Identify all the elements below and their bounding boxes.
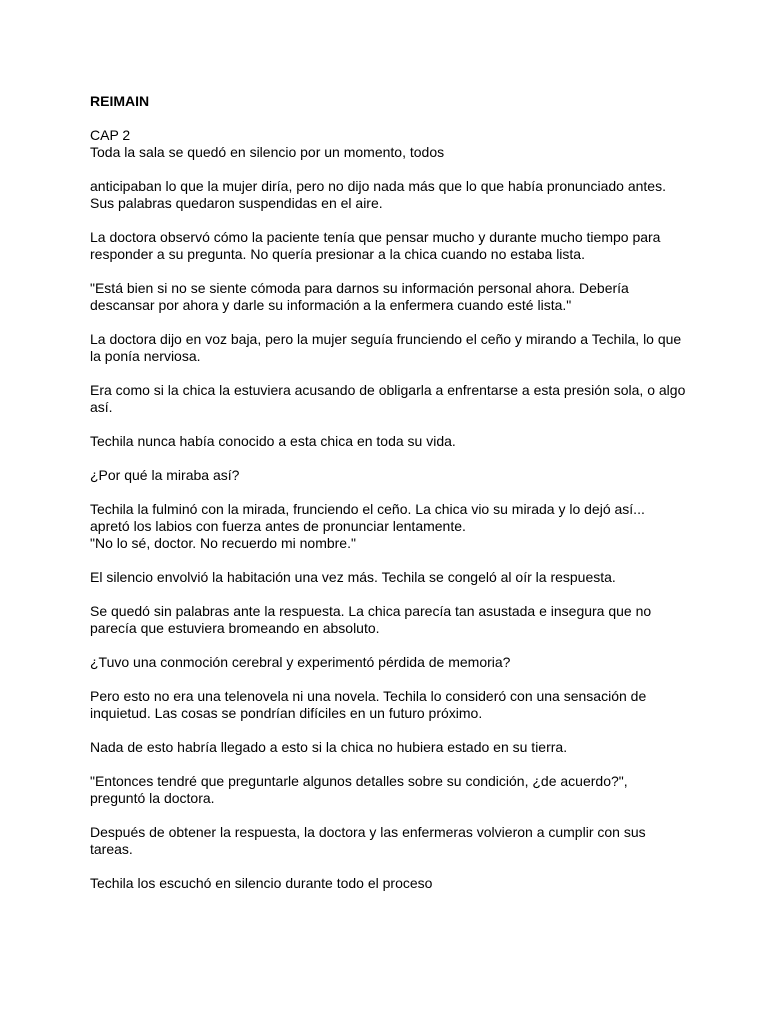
paragraph: ¿Tuvo una conmoción cerebral y experimentó pérdida de memoria? bbox=[90, 654, 511, 670]
paragraph: anticipaban lo que la mujer diría, pero no dijo nada más que lo que había pronunciado antes. Sus palabras quedaron suspendidas en el aire. bbox=[90, 178, 666, 211]
document-page bbox=[90, 93, 690, 909]
paragraph: Después de obtener la respuesta, la doctora y las enfermeras volvieron a cumplir con sus tareas. bbox=[90, 824, 646, 857]
paragraph: El silencio envolvió la habitación una vez más. Techila se congeló al oír la respuesta. bbox=[90, 569, 616, 585]
paragraph: "Está bien si no se siente cómoda para darnos su información personal ahora. Debería descansar por ahora y darle su información a la enfermera cuando esté lista." bbox=[90, 280, 629, 313]
paragraph: Se quedó sin palabras ante la respuesta. La chica parecía tan asustada e insegura que no parecía que estuviera bromeando en absoluto. bbox=[90, 603, 652, 636]
paragraph: Pero esto no era una telenovela ni una novela. Techila lo consideró con una sensación de inquietud. Las cosas se pondrían difíciles en un futuro próximo. bbox=[90, 688, 647, 721]
paragraph: Techila los escuchó en silencio durante todo el proceso bbox=[90, 875, 433, 891]
paragraph: Nada de esto habría llegado a esto si la chica no hubiera estado en su tierra. bbox=[90, 739, 568, 755]
paragraph: ¿Por qué la miraba así? bbox=[90, 467, 240, 483]
paragraph: La doctora dijo en voz baja, pero la mujer seguía frunciendo el ceño y mirando a Techila, lo que la ponía nerviosa. bbox=[90, 331, 682, 364]
paragraph: "Entonces tendré que preguntarle algunos detalles sobre su condición, ¿de acuerdo?", preguntó la doctora. bbox=[90, 773, 628, 806]
paragraph: Techila la fulminó con la mirada, frunciendo el ceño. La chica vio su mirada y lo dejó así... apretó los labios con fuerza antes de pronunciar lentamente. "No lo sé, doctor. No recuerdo mi nombre." bbox=[90, 501, 645, 551]
paragraph: CAP 2 Toda la sala se quedó en silencio por un momento, todos bbox=[90, 127, 445, 160]
paragraph: Techila nunca había conocido a esta chica en toda su vida. bbox=[90, 433, 456, 449]
paragraph: La doctora observó cómo la paciente tenía que pensar mucho y durante mucho tiempo para responder a su pregunta. No quería presionar a la chica cuando no estaba lista. bbox=[90, 229, 661, 262]
document-title: REIMAIN bbox=[90, 93, 150, 109]
paragraph: Era como si la chica la estuviera acusando de obligarla a enfrentarse a esta presión sola, o algo así. bbox=[90, 382, 686, 415]
